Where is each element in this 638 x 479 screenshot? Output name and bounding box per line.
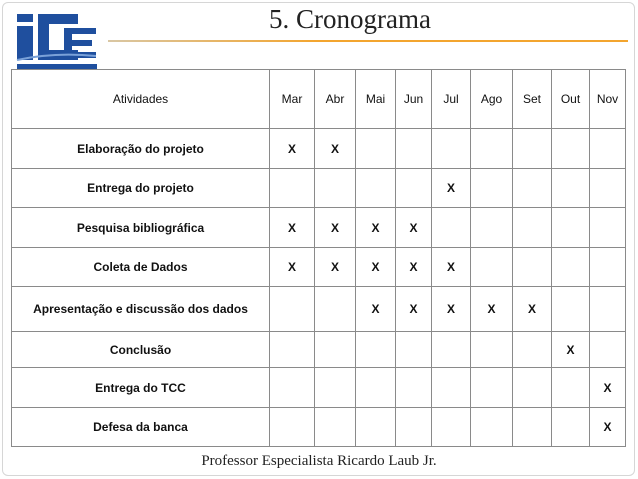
schedule-mark-cell xyxy=(356,368,396,407)
schedule-mark-cell xyxy=(552,169,590,208)
schedule-mark-cell xyxy=(396,368,432,407)
schedule-mark-cell xyxy=(356,129,396,169)
schedule-mark-cell xyxy=(590,169,626,208)
schedule-mark-cell: X xyxy=(432,169,471,208)
schedule-mark-cell: X xyxy=(590,368,626,407)
schedule-mark-cell: X xyxy=(356,286,396,331)
schedule-mark-cell xyxy=(513,169,552,208)
schedule-mark-cell: X xyxy=(432,286,471,331)
schedule-mark-cell xyxy=(315,169,356,208)
schedule-mark-cell xyxy=(396,332,432,368)
schedule-mark-cell xyxy=(471,208,513,247)
schedule-mark-cell: X xyxy=(396,286,432,331)
schedule-mark-cell xyxy=(590,129,626,169)
schedule-mark-cell: X xyxy=(356,208,396,247)
schedule-mark-cell: X xyxy=(432,247,471,286)
schedule-mark-cell: X xyxy=(270,208,315,247)
activity-cell: Conclusão xyxy=(12,332,270,368)
table-row xyxy=(12,332,626,368)
schedule-mark-cell xyxy=(513,129,552,169)
table-row xyxy=(12,208,626,247)
schedule-mark-cell xyxy=(396,129,432,169)
table-row xyxy=(12,286,626,331)
schedule-mark-cell xyxy=(356,169,396,208)
schedule-mark-cell xyxy=(513,368,552,407)
header-cell-month: Out xyxy=(552,70,590,129)
schedule-mark-cell xyxy=(590,247,626,286)
schedule-mark-cell: X xyxy=(356,247,396,286)
page-title: 5. Cronograma xyxy=(269,4,431,34)
schedule-mark-cell xyxy=(590,208,626,247)
header-cell-month: Mar xyxy=(270,70,315,129)
schedule-mark-cell xyxy=(513,407,552,446)
header-cell-month: Jun xyxy=(396,70,432,129)
table-row xyxy=(12,129,626,169)
schedule-mark-cell xyxy=(432,407,471,446)
schedule-mark-cell xyxy=(513,332,552,368)
schedule-mark-cell xyxy=(471,129,513,169)
schedule-mark-cell xyxy=(471,169,513,208)
schedule-mark-cell: X xyxy=(315,129,356,169)
ice-logo xyxy=(14,12,100,74)
schedule-mark-cell: X xyxy=(396,247,432,286)
footer-credit: Professor Especialista Ricardo Laub Jr. xyxy=(201,453,437,469)
header-cell-month: Nov xyxy=(590,70,626,129)
schedule-mark-cell xyxy=(471,407,513,446)
schedule-mark-cell xyxy=(590,332,626,368)
schedule-table xyxy=(11,69,626,447)
schedule-mark-cell xyxy=(471,247,513,286)
header-cell-month: Abr xyxy=(315,70,356,129)
schedule-mark-cell xyxy=(270,332,315,368)
table-row xyxy=(12,407,626,446)
schedule-mark-cell xyxy=(432,208,471,247)
activity-cell: Entrega do projeto xyxy=(12,169,270,208)
title-divider xyxy=(108,40,628,42)
activity-cell: Pesquisa bibliográfica xyxy=(12,208,270,247)
header-cell-month: Ago xyxy=(471,70,513,129)
header-cell-month: Jul xyxy=(432,70,471,129)
schedule-mark-cell xyxy=(513,247,552,286)
header-cell-month: Set xyxy=(513,70,552,129)
schedule-mark-cell: X xyxy=(270,129,315,169)
schedule-mark-cell xyxy=(432,332,471,368)
activity-cell: Defesa da banca xyxy=(12,407,270,446)
schedule-mark-cell xyxy=(356,407,396,446)
schedule-mark-cell xyxy=(315,407,356,446)
schedule-mark-cell xyxy=(552,129,590,169)
schedule-mark-cell: X xyxy=(513,286,552,331)
schedule-mark-cell xyxy=(270,286,315,331)
schedule-mark-cell xyxy=(270,407,315,446)
activity-cell: Entrega do TCC xyxy=(12,368,270,407)
schedule-mark-cell xyxy=(432,368,471,407)
schedule-mark-cell xyxy=(270,368,315,407)
header-cell-activities: Atividades xyxy=(12,70,270,129)
schedule-mark-cell xyxy=(552,368,590,407)
header-cell-month: Mai xyxy=(356,70,396,129)
schedule-mark-cell xyxy=(315,332,356,368)
activity-cell: Elaboração do projeto xyxy=(12,129,270,169)
schedule-mark-cell: X xyxy=(315,208,356,247)
schedule-mark-cell xyxy=(315,286,356,331)
table-header-row xyxy=(12,70,626,129)
schedule-mark-cell: X xyxy=(270,247,315,286)
schedule-mark-cell xyxy=(396,169,432,208)
schedule-mark-cell xyxy=(471,332,513,368)
activity-cell: Coleta de Dados xyxy=(12,247,270,286)
schedule-mark-cell: X xyxy=(396,208,432,247)
schedule-mark-cell xyxy=(356,332,396,368)
table-row xyxy=(12,247,626,286)
schedule-mark-cell xyxy=(270,169,315,208)
schedule-mark-cell xyxy=(315,368,356,407)
schedule-mark-cell xyxy=(552,247,590,286)
schedule-mark-cell: X xyxy=(471,286,513,331)
schedule-mark-cell: X xyxy=(315,247,356,286)
activity-cell: Apresentação e discussão dos dados xyxy=(12,286,270,331)
schedule-mark-cell xyxy=(432,129,471,169)
schedule-mark-cell xyxy=(552,407,590,446)
schedule-mark-cell xyxy=(513,208,552,247)
table-row xyxy=(12,368,626,407)
schedule-mark-cell xyxy=(471,368,513,407)
schedule-mark-cell xyxy=(552,208,590,247)
schedule-mark-cell: X xyxy=(590,407,626,446)
table-row xyxy=(12,169,626,208)
schedule-mark-cell xyxy=(396,407,432,446)
schedule-mark-cell: X xyxy=(552,332,590,368)
schedule-mark-cell xyxy=(590,286,626,331)
schedule-mark-cell xyxy=(552,286,590,331)
